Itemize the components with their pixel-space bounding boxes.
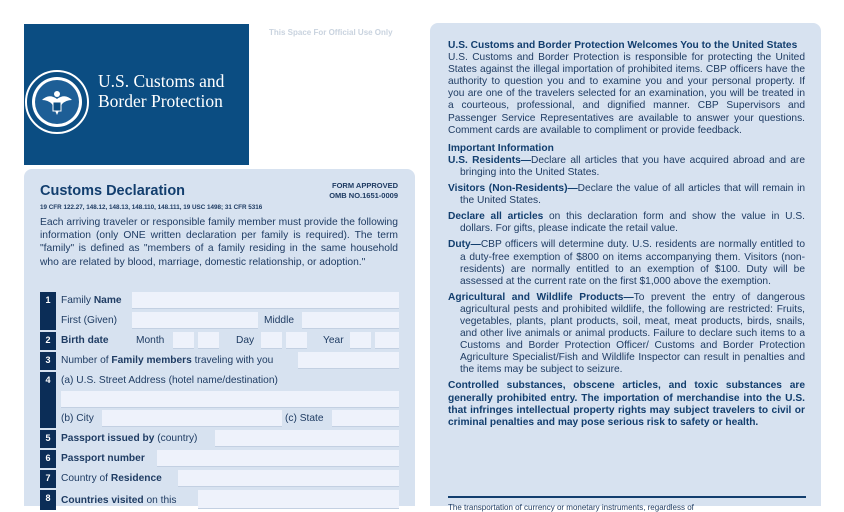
- passport-number-row: [40, 450, 399, 469]
- birth-day-input-1[interactable]: [261, 332, 282, 349]
- passport-number-input[interactable]: [157, 450, 399, 467]
- cbp-logo-block: [24, 24, 249, 165]
- field-number-6: 6: [40, 450, 56, 468]
- form-intro: Each arriving traveler or responsible family member must provide the following information (only ONE written declaration per family is required). The term "family" is defined as "members of a family residing in the same household who are related by blood, marriage, domestic relationship, or adoption.": [40, 217, 398, 268]
- family-members-input[interactable]: [298, 352, 399, 369]
- cfr-references: 19 CFR 122.27, 148.12, 148.13, 148.110, 148.111, 19 USC 1498; 31 CFR 5316: [40, 204, 263, 211]
- birth-year-input-2[interactable]: [375, 332, 399, 349]
- welcome-body: U.S. Customs and Border Protection is responsible for protecting the United States against the illegal importation of prohibited items. CBP officers have the authority to question you and to examine you and your personal property. If you are one of the travelers selected for an examination, you will be treated in a courteous, professional, and dignified manner. CBP Supervisors and Passenger Service Representatives are available to answer your questions. Comment cards are available to compliment or provide feedback.: [448, 52, 805, 136]
- welcome-heading: U.S. Customs and Border Protection Welcomes You to the United States: [448, 40, 798, 51]
- family-members-label: Number of Family members traveling with you: [61, 355, 274, 366]
- currency-text-cut: The transportation of currency or monetary instruments, regardless of: [448, 503, 694, 512]
- city-label: (b) City: [61, 413, 94, 424]
- information-text: [448, 40, 805, 429]
- passport-number-label: Passport number: [61, 453, 145, 464]
- day-label: Day: [236, 335, 255, 346]
- family-name-label: Family Name: [61, 295, 122, 306]
- visitors-item: Visitors (Non-Residents)—Declare the value of all articles that will remain in the United States.: [448, 183, 806, 207]
- field-number-2: 2: [40, 332, 56, 350]
- family-name-input[interactable]: [132, 292, 399, 309]
- passport-issued-label: Passport issued by (country): [61, 433, 198, 444]
- birth-day-input-2[interactable]: [286, 332, 307, 349]
- customs-declaration-form: [24, 169, 415, 506]
- logo-line-2: Border Protection: [98, 91, 223, 111]
- important-heading: Important Information: [448, 142, 554, 154]
- us-residents-item: U.S. Residents—Declare all articles that you have acquired abroad and are bringing into the United States.: [448, 154, 805, 178]
- birth-year-input-1[interactable]: [350, 332, 371, 349]
- information-panel: [430, 23, 821, 512]
- field-number-5: 5: [40, 430, 56, 448]
- residence-label: Country of Residence: [61, 473, 162, 484]
- state-input[interactable]: [332, 410, 399, 427]
- residence-row: [40, 470, 399, 489]
- passport-country-input[interactable]: [215, 430, 399, 447]
- countries-visited-input[interactable]: [198, 490, 399, 509]
- residence-input[interactable]: [178, 470, 399, 487]
- us-address-label: (a) U.S. Street Address (hotel name/destination): [61, 375, 278, 386]
- given-name-row: [40, 312, 399, 331]
- state-label: (c) State: [285, 413, 324, 424]
- birth-month-input-1[interactable]: [173, 332, 194, 349]
- passport-issued-row: [40, 430, 399, 449]
- field-number-1: 1: [40, 292, 56, 330]
- logo-line-1: U.S. Customs and: [98, 71, 225, 91]
- us-address-row: [40, 372, 399, 391]
- birth-month-input-2[interactable]: [198, 332, 219, 349]
- family-name-row: [40, 292, 399, 311]
- countries-visited-row: [40, 490, 399, 509]
- first-given-label: First (Given): [61, 315, 118, 326]
- dhs-seal-icon: [24, 69, 90, 135]
- omb-number: OMB NO.1651-0009: [329, 191, 398, 200]
- field-number-3: 3: [40, 352, 56, 370]
- official-use-label: This Space For Official Use Only: [269, 28, 393, 37]
- family-members-row: [40, 352, 399, 371]
- countries-visited-label: Countries visited on this: [61, 495, 177, 506]
- prohibited-warning: Controlled substances, obscene articles, and toxic substances are generally prohibited entry. The importation of merchandise into the U.S. that infringes intellectual property rights may subject travelers to civil or criminal penalties and may pose serious risk to safety or health.: [448, 380, 805, 428]
- middle-label: Middle: [264, 315, 295, 326]
- cbp-wordmark: [98, 71, 224, 111]
- first-name-input[interactable]: [132, 312, 258, 329]
- city-state-row: [40, 410, 399, 429]
- field-number-8: 8: [40, 490, 56, 510]
- field-number-7: 7: [40, 470, 56, 488]
- middle-name-input[interactable]: [302, 312, 399, 329]
- form-approved-block: [329, 181, 398, 201]
- us-address-input-row: [40, 391, 399, 410]
- form-title: Customs Declaration: [40, 183, 186, 199]
- field-number-4: 4: [40, 372, 56, 428]
- birth-date-label: Birth date: [61, 335, 109, 346]
- section-divider: [448, 496, 806, 498]
- form-approved-label: FORM APPROVED: [332, 181, 398, 190]
- birth-date-row: [40, 332, 399, 351]
- year-label: Year: [323, 335, 344, 346]
- us-address-input[interactable]: [61, 391, 399, 408]
- city-input[interactable]: [102, 410, 282, 427]
- agricultural-item: Agricultural and Wildlife Products—To prevent the entry of dangerous agricultural pests and prohibited wildlife, the following are restricted: Fruits, vegetables, plants, plant products, soil, meat, meat products, birds, snails, and other live animals or animal products. Failure to declare such items to a Customs and Border Protection Officer/ Customs and Border Protection Agriculture Specialist/Fish and Wildlife Inspector can result in penalties and the items may be subject to seizure.: [448, 291, 806, 376]
- duty-item: Duty—CBP officers will determine duty. U.S. residents are normally entitled to a duty-free exemption of $800 on items accompanying them. Visitors (non-residents) are normally entitled to an exemption of $100. Duty will be assessed at the current rate on the first $1,000 above the exemption.: [448, 239, 805, 287]
- month-label: Month: [136, 335, 165, 346]
- declare-all-item: Declare all articles on this declaration form and show the value in U.S. dollars. For gifts, please indicate the retail value.: [448, 211, 805, 235]
